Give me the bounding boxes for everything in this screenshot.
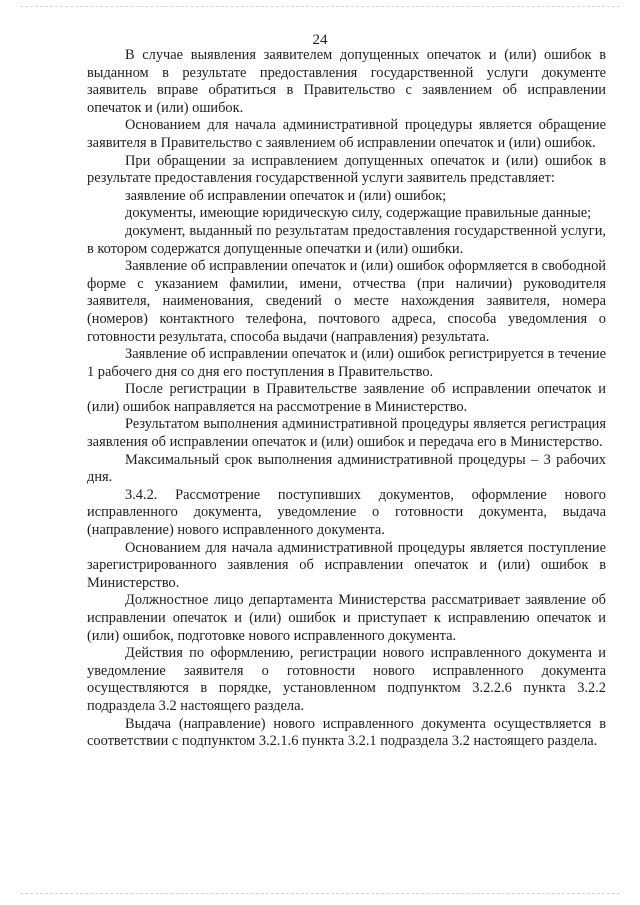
paragraph: После регистрации в Правительстве заявление об исправлении опечаток и (или) ошибок направляется на рассмотрение в Министерство.: [87, 381, 606, 415]
scan-artifact-bottom: [20, 893, 620, 894]
paragraph: Заявление об исправлении опечаток и (или) ошибок регистрируется в течение 1 рабочего дня со дня его поступления в Правительство.: [87, 346, 606, 380]
document-body: [87, 47, 606, 751]
list-item: заявление об исправлении опечаток и (или) ошибок;: [125, 187, 447, 204]
paragraph: Максимальный срок выполнения административной процедуры – 3 рабочих дня.: [87, 451, 606, 486]
section-heading-paragraph: 3.4.2. Рассмотрение поступивших документов, оформление нового исправленного документа, уведомление о готовности документа, выдача (направление) нового исправленного документа.: [87, 486, 606, 539]
paragraph: Основанием для начала административной процедуры является поступление зарегистрированного заявления об исправлении опечаток и (или) ошибок в Министерство.: [87, 539, 606, 591]
paragraph: Выдача (направление) нового исправленного документа осуществляется в соответствии с подпунктом 3.2.1.6 пункта 3.2.1 подраздела 3.2 настоящего раздела.: [87, 715, 606, 750]
paragraph: Должностное лицо департамента Министерства рассматривает заявление об исправлении опечаток и (или) ошибок и приступает к исправлению опечаток и (или) ошибок, подготовке нового исправленного документа.: [87, 592, 606, 644]
paragraph: Результатом выполнения административной процедуры является регистрация заявления об исправлении опечаток и (или) ошибок и передача его в Министерство.: [87, 416, 606, 451]
paragraph: В случае выявления заявителем допущенных опечаток и (или) ошибок в выданном в результате предоставления государственной услуги документе заявитель вправе обратиться в Правительство с заявлением об исправлении опечаток и (или) ошибок.: [87, 47, 606, 116]
scan-artifact-top: [20, 6, 620, 7]
list-item: документы, имеющие юридическую силу, содержащие правильные данные;: [125, 205, 592, 222]
list-item: документ, выданный по результатам предоставления государственной услуги, в котором содержатся допущенные опечатки и (или) ошибки.: [87, 222, 606, 257]
paragraph: Основанием для начала административной процедуры является обращение заявителя в Правительство с заявлением об исправлении опечаток и (или) ошибок.: [87, 117, 606, 151]
paragraph: При обращении за исправлением допущенных опечаток и (или) ошибок в результате предоставления государственной услуги заявитель представляет:: [87, 152, 606, 187]
paragraph: Заявление об исправлении опечаток и (или) ошибок оформляется в свободной форме с указанием фамилии, имени, отчества (при наличии) руководителя заявителя, наименования, сведений о месте нахождения заявителя, номера (номеров) контактного телефона, почтового адреса, способа уведомления о готовности результата, способа выдачи (направления) результата.: [87, 258, 606, 345]
page-number: 24: [312, 32, 328, 48]
paragraph: Действия по оформлению, регистрации нового исправленного документа и уведомление заявителя о готовности нового исправленного документа осуществляются в порядке, установленном подпунктом 3.2.2.6 пункта 3.2.2 подраздела 3.2 настоящего раздела.: [87, 645, 606, 714]
